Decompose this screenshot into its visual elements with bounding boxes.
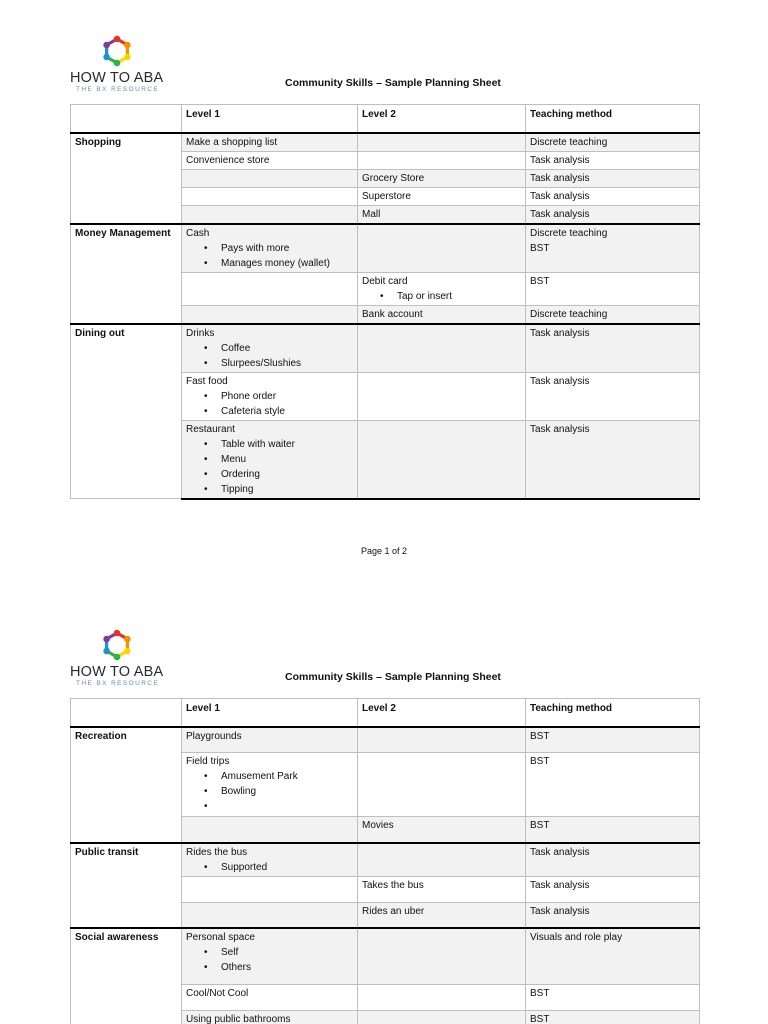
logo-wordmark: HOW TO ABA (70, 70, 164, 86)
level-2-cell (358, 324, 526, 373)
level-1-cell (182, 420, 358, 499)
teaching-method-text: Task analysis (530, 375, 590, 387)
level-1-cell (182, 984, 358, 1010)
category-cell: Social awareness (71, 928, 182, 1024)
logo-ring-node (124, 648, 131, 655)
level-2-cell (358, 372, 526, 420)
table-row (71, 727, 700, 753)
level-2-cell (358, 1010, 526, 1024)
level-1-list-item: • Manages money (wallet) (202, 256, 353, 271)
level-1-cell (182, 372, 358, 420)
logo-tagline: THE BX RESOURCE (76, 680, 160, 687)
level-1-list (186, 860, 353, 875)
category-cell: Public transit (71, 843, 182, 929)
level-1-cell (182, 817, 358, 843)
level-2-cell (358, 727, 526, 753)
header-level-2: Level 2 (358, 699, 526, 727)
teaching-method-cell (526, 420, 700, 499)
teaching-method-text: Task analysis (530, 172, 590, 184)
table-header-row (71, 699, 700, 727)
level-1-cell (182, 753, 358, 817)
level-1-text: Rides the bus (186, 846, 248, 858)
level-2-cell (358, 753, 526, 817)
level-1-text: Using public bathrooms (186, 1013, 291, 1024)
planning-table (70, 698, 700, 1024)
level-1-cell (182, 205, 358, 224)
logo-ring-node (124, 42, 131, 49)
teaching-method-cell (526, 169, 700, 187)
header-level-1: Level 1 (182, 105, 358, 133)
level-1-cell (182, 1010, 358, 1024)
teaching-method-text: Task analysis (530, 846, 590, 858)
teaching-method-text: Task analysis (530, 905, 590, 917)
teaching-method-text: Task analysis (530, 154, 590, 166)
level-2-text: Takes the bus (362, 879, 424, 891)
level-1-list (186, 341, 353, 371)
level-1-text: Field trips (186, 756, 230, 767)
teaching-method-cell (526, 843, 700, 877)
level-1-list-item: • Cafeteria style (202, 404, 353, 419)
teaching-method-cell (526, 372, 700, 420)
level-1-cell (182, 187, 358, 205)
level-1-list (186, 769, 353, 814)
logo-ring-icon (98, 34, 136, 68)
teaching-method-text: BST (530, 756, 550, 767)
logo-ring-node (103, 636, 110, 643)
table-row (71, 224, 700, 273)
level-2-cell (358, 224, 526, 273)
level-2-cell (358, 187, 526, 205)
level-2-cell (358, 902, 526, 928)
teaching-method-cell (526, 205, 700, 224)
level-2-cell (358, 205, 526, 224)
level-1-list-item: • Ordering (202, 467, 353, 482)
table-row (71, 133, 700, 152)
logo-tagline: THE BX RESOURCE (76, 86, 160, 93)
level-1-text: Convenience store (186, 154, 270, 166)
teaching-method-text: BST (530, 730, 550, 742)
table-row (71, 928, 700, 984)
header-category (71, 105, 182, 133)
level-1-cell (182, 876, 358, 902)
teaching-method-text: BST (530, 1013, 550, 1024)
level-1-list-item: • Supported (202, 860, 353, 875)
teaching-method-cell (526, 727, 700, 753)
level-1-list-item: • Others (202, 960, 353, 975)
logo-ring-node (124, 54, 131, 61)
level-1-text: Cool/Not Cool (186, 987, 249, 999)
table-body (71, 133, 700, 499)
level-1-cell (182, 169, 358, 187)
level-2-cell (358, 984, 526, 1010)
level-1-list-item: • Bowling (202, 784, 353, 799)
teaching-method-cell (526, 133, 700, 152)
level-1-list (186, 437, 353, 497)
teaching-method-cell (526, 817, 700, 843)
teaching-method-cell (526, 151, 700, 169)
level-1-text: Make a shopping list (186, 136, 278, 148)
teaching-method-text: Discrete teaching (530, 308, 608, 320)
level-1-text: Drinks (186, 327, 215, 339)
level-1-list-item: • Tipping (202, 482, 353, 497)
level-1-list-item: • Pays with more (202, 241, 353, 256)
teaching-method-text: Task analysis (530, 190, 590, 202)
page-title: Community Skills – Sample Planning Sheet (285, 77, 501, 89)
level-1-list-item: • Self (202, 945, 353, 960)
level-2-cell (358, 876, 526, 902)
level-1-cell (182, 843, 358, 877)
level-1-list (186, 241, 353, 271)
logo-ring-node (114, 60, 121, 67)
teaching-method-cell (526, 305, 700, 324)
teaching-method-cell (526, 224, 700, 273)
teaching-method-text: Discrete teaching (530, 227, 608, 239)
level-2-cell (358, 843, 526, 877)
table-body (71, 727, 700, 1024)
level-1-list-item: • Coffee (202, 341, 353, 356)
level-1-list-item: • Phone order (202, 389, 353, 404)
category-cell: Recreation (71, 727, 182, 843)
teaching-method-text: Discrete teaching (530, 136, 608, 148)
table-row (71, 843, 700, 877)
level-2-list-item: • Tap or insert (378, 289, 521, 304)
category-cell: Shopping (71, 133, 182, 224)
header-category (71, 699, 182, 727)
teaching-method-cell (526, 928, 700, 984)
teaching-method-text: BST (530, 987, 550, 999)
table-row (71, 324, 700, 373)
level-1-text: Personal space (186, 932, 255, 943)
level-2-text: Bank account (362, 308, 423, 320)
level-1-cell (182, 727, 358, 753)
level-1-cell (182, 133, 358, 152)
logo-ring-node (103, 42, 110, 49)
planning-table (70, 104, 700, 500)
level-2-cell (358, 305, 526, 324)
teaching-method-cell (526, 902, 700, 928)
level-2-text: Superstore (362, 190, 411, 202)
teaching-method-text: BST (530, 820, 550, 831)
level-1-cell (182, 324, 358, 373)
logo-ring-node (103, 54, 110, 61)
category-cell: Money Management (71, 224, 182, 324)
teaching-method-text: Task analysis (530, 879, 590, 891)
level-1-list-item: • Table with waiter (202, 437, 353, 452)
teaching-method-cell (526, 272, 700, 305)
logo-ring-node (124, 636, 131, 643)
document-page-2 (0, 594, 768, 1024)
teaching-method-text: Visuals and role play (530, 932, 623, 943)
header-level-1: Level 1 (182, 699, 358, 727)
level-1-list-item: • Menu (202, 452, 353, 467)
teaching-method-cell (526, 984, 700, 1010)
level-1-cell (182, 151, 358, 169)
logo-ring-node (114, 654, 121, 661)
header-teaching-method: Teaching method (526, 105, 700, 133)
logo-ring-node (103, 648, 110, 655)
level-2-text: Grocery Store (362, 172, 425, 184)
level-1-list (186, 945, 353, 975)
level-2-cell (358, 151, 526, 169)
level-2-cell (358, 133, 526, 152)
level-2-cell (358, 169, 526, 187)
level-1-cell (182, 305, 358, 324)
page-title: Community Skills – Sample Planning Sheet (285, 671, 501, 683)
level-2-list (362, 289, 521, 304)
teaching-method-cell (526, 324, 700, 373)
level-1-text: Cash (186, 227, 210, 239)
level-1-text: Playgrounds (186, 730, 242, 742)
level-2-text: Movies (362, 820, 394, 831)
level-1-cell (182, 272, 358, 305)
level-2-cell (358, 928, 526, 984)
header-level-2: Level 2 (358, 105, 526, 133)
page-footer: Page 1 of 2 (360, 546, 408, 556)
teaching-method-text: BST (530, 242, 550, 254)
teaching-method-cell (526, 187, 700, 205)
level-1-list-item (202, 799, 353, 814)
level-1-list-item: • Slurpees/Slushies (202, 356, 353, 371)
level-1-text: Restaurant (186, 423, 235, 435)
table-header-row (71, 105, 700, 133)
level-2-text: Debit card (362, 275, 408, 287)
logo-wordmark: HOW TO ABA (70, 664, 164, 680)
level-1-cell (182, 928, 358, 984)
level-2-text: Rides an uber (362, 905, 425, 917)
level-2-cell (358, 420, 526, 499)
level-1-cell (182, 224, 358, 273)
teaching-method-text: Task analysis (530, 208, 590, 220)
teaching-method-text: Task analysis (530, 423, 590, 435)
teaching-method-text: Task analysis (530, 327, 590, 339)
logo-ring-node (114, 36, 121, 43)
level-1-list (186, 389, 353, 419)
logo-ring-icon (98, 628, 136, 662)
teaching-method-cell (526, 753, 700, 817)
category-cell: Dining out (71, 324, 182, 499)
level-1-list-item: • Amusement Park (202, 769, 353, 784)
level-2-text: Mall (362, 208, 381, 220)
logo-ring-node (114, 630, 121, 637)
level-1-text: Fast food (186, 375, 228, 387)
teaching-method-cell (526, 1010, 700, 1024)
teaching-method-cell (526, 876, 700, 902)
header-teaching-method: Teaching method (526, 699, 700, 727)
teaching-method-text: BST (530, 275, 550, 287)
level-2-cell (358, 272, 526, 305)
level-1-cell (182, 902, 358, 928)
level-2-cell (358, 817, 526, 843)
